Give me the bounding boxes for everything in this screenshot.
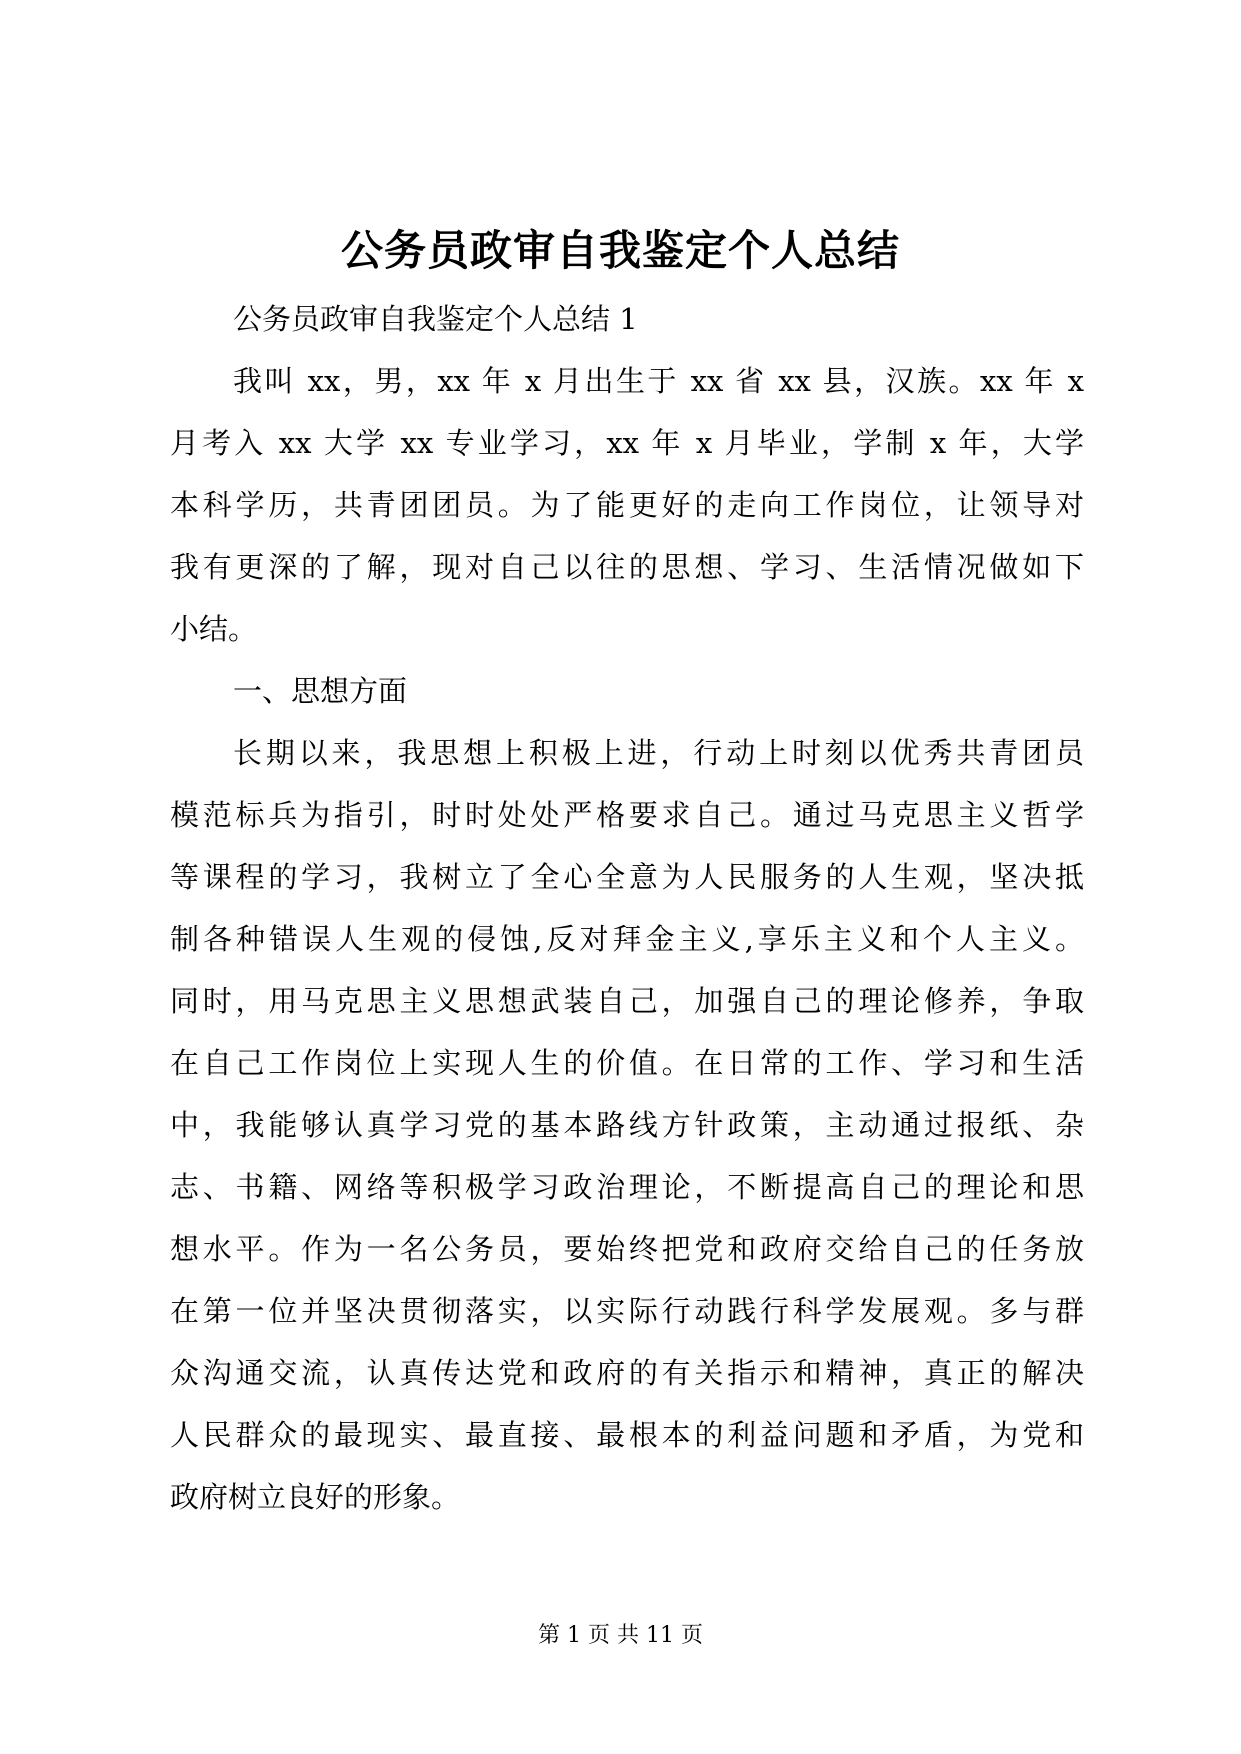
- paragraph-line: 一、思想方面: [233, 674, 408, 708]
- paragraph-line: 本科学历，共青团团员。为了能更好的走向工作岗位，让领导对: [170, 488, 1084, 522]
- paragraph-line: 人民群众的最现实、最直接、最根本的利益问题和矛盾，为党和: [170, 1418, 1084, 1452]
- paragraph-line: 政府树立良好的形象。: [170, 1480, 461, 1514]
- document-title: 公务员政审自我鉴定个人总结: [340, 226, 900, 275]
- paragraph-line: 中，我能够认真学习党的基本路线方针政策，主动通过报纸、杂: [170, 1108, 1084, 1142]
- paragraph-line: 长期以来，我思想上积极上进，行动上时刻以优秀共青团员: [233, 736, 1084, 770]
- paragraph-line: 在自己工作岗位上实现人生的价值。在日常的工作、学习和生活: [170, 1046, 1084, 1080]
- paragraph-line: 小结。: [170, 612, 258, 646]
- paragraph-line: 同时，用马克思主义思想武装自己，加强自己的理论修养，争取: [170, 984, 1084, 1018]
- paragraph-line: 志、书籍、网络等积极学习政治理论，不断提高自己的理论和思: [170, 1170, 1084, 1204]
- paragraph-line: 制各种错误人生观的侵蚀,反对拜金主义,享乐主义和个人主义。: [170, 922, 1084, 956]
- paragraph-line: 模范标兵为指引，时时处处严格要求自己。通过马克思主义哲学: [170, 798, 1084, 832]
- paragraph-line: 想水平。作为一名公务员，要始终把党和政府交给自己的任务放: [170, 1232, 1084, 1266]
- paragraph-line: 等课程的学习，我树立了全心全意为人民服务的人生观，坚决抵: [170, 860, 1084, 894]
- paragraph-line: 众沟通交流，认真传达党和政府的有关指示和精神，真正的解决: [170, 1356, 1084, 1390]
- paragraph-line: 在第一位并坚决贯彻落实，以实际行动践行科学发展观。多与群: [170, 1294, 1084, 1328]
- paragraph-line: 我有更深的了解，现对自己以往的思想、学习、生活情况做如下: [170, 550, 1084, 584]
- paragraph-line: 月考入 xx 大学 xx 专业学习，xx 年 x 月毕业，学制 x 年，大学: [170, 426, 1084, 460]
- page-footer: 第 1 页 共 11 页: [538, 1623, 703, 1648]
- paragraph-line: 我叫 xx，男，xx 年 x 月出生于 xx 省 xx 县，汉族。xx 年 x: [233, 364, 1084, 398]
- paragraph-line: 公务员政审自我鉴定个人总结 1: [233, 302, 638, 336]
